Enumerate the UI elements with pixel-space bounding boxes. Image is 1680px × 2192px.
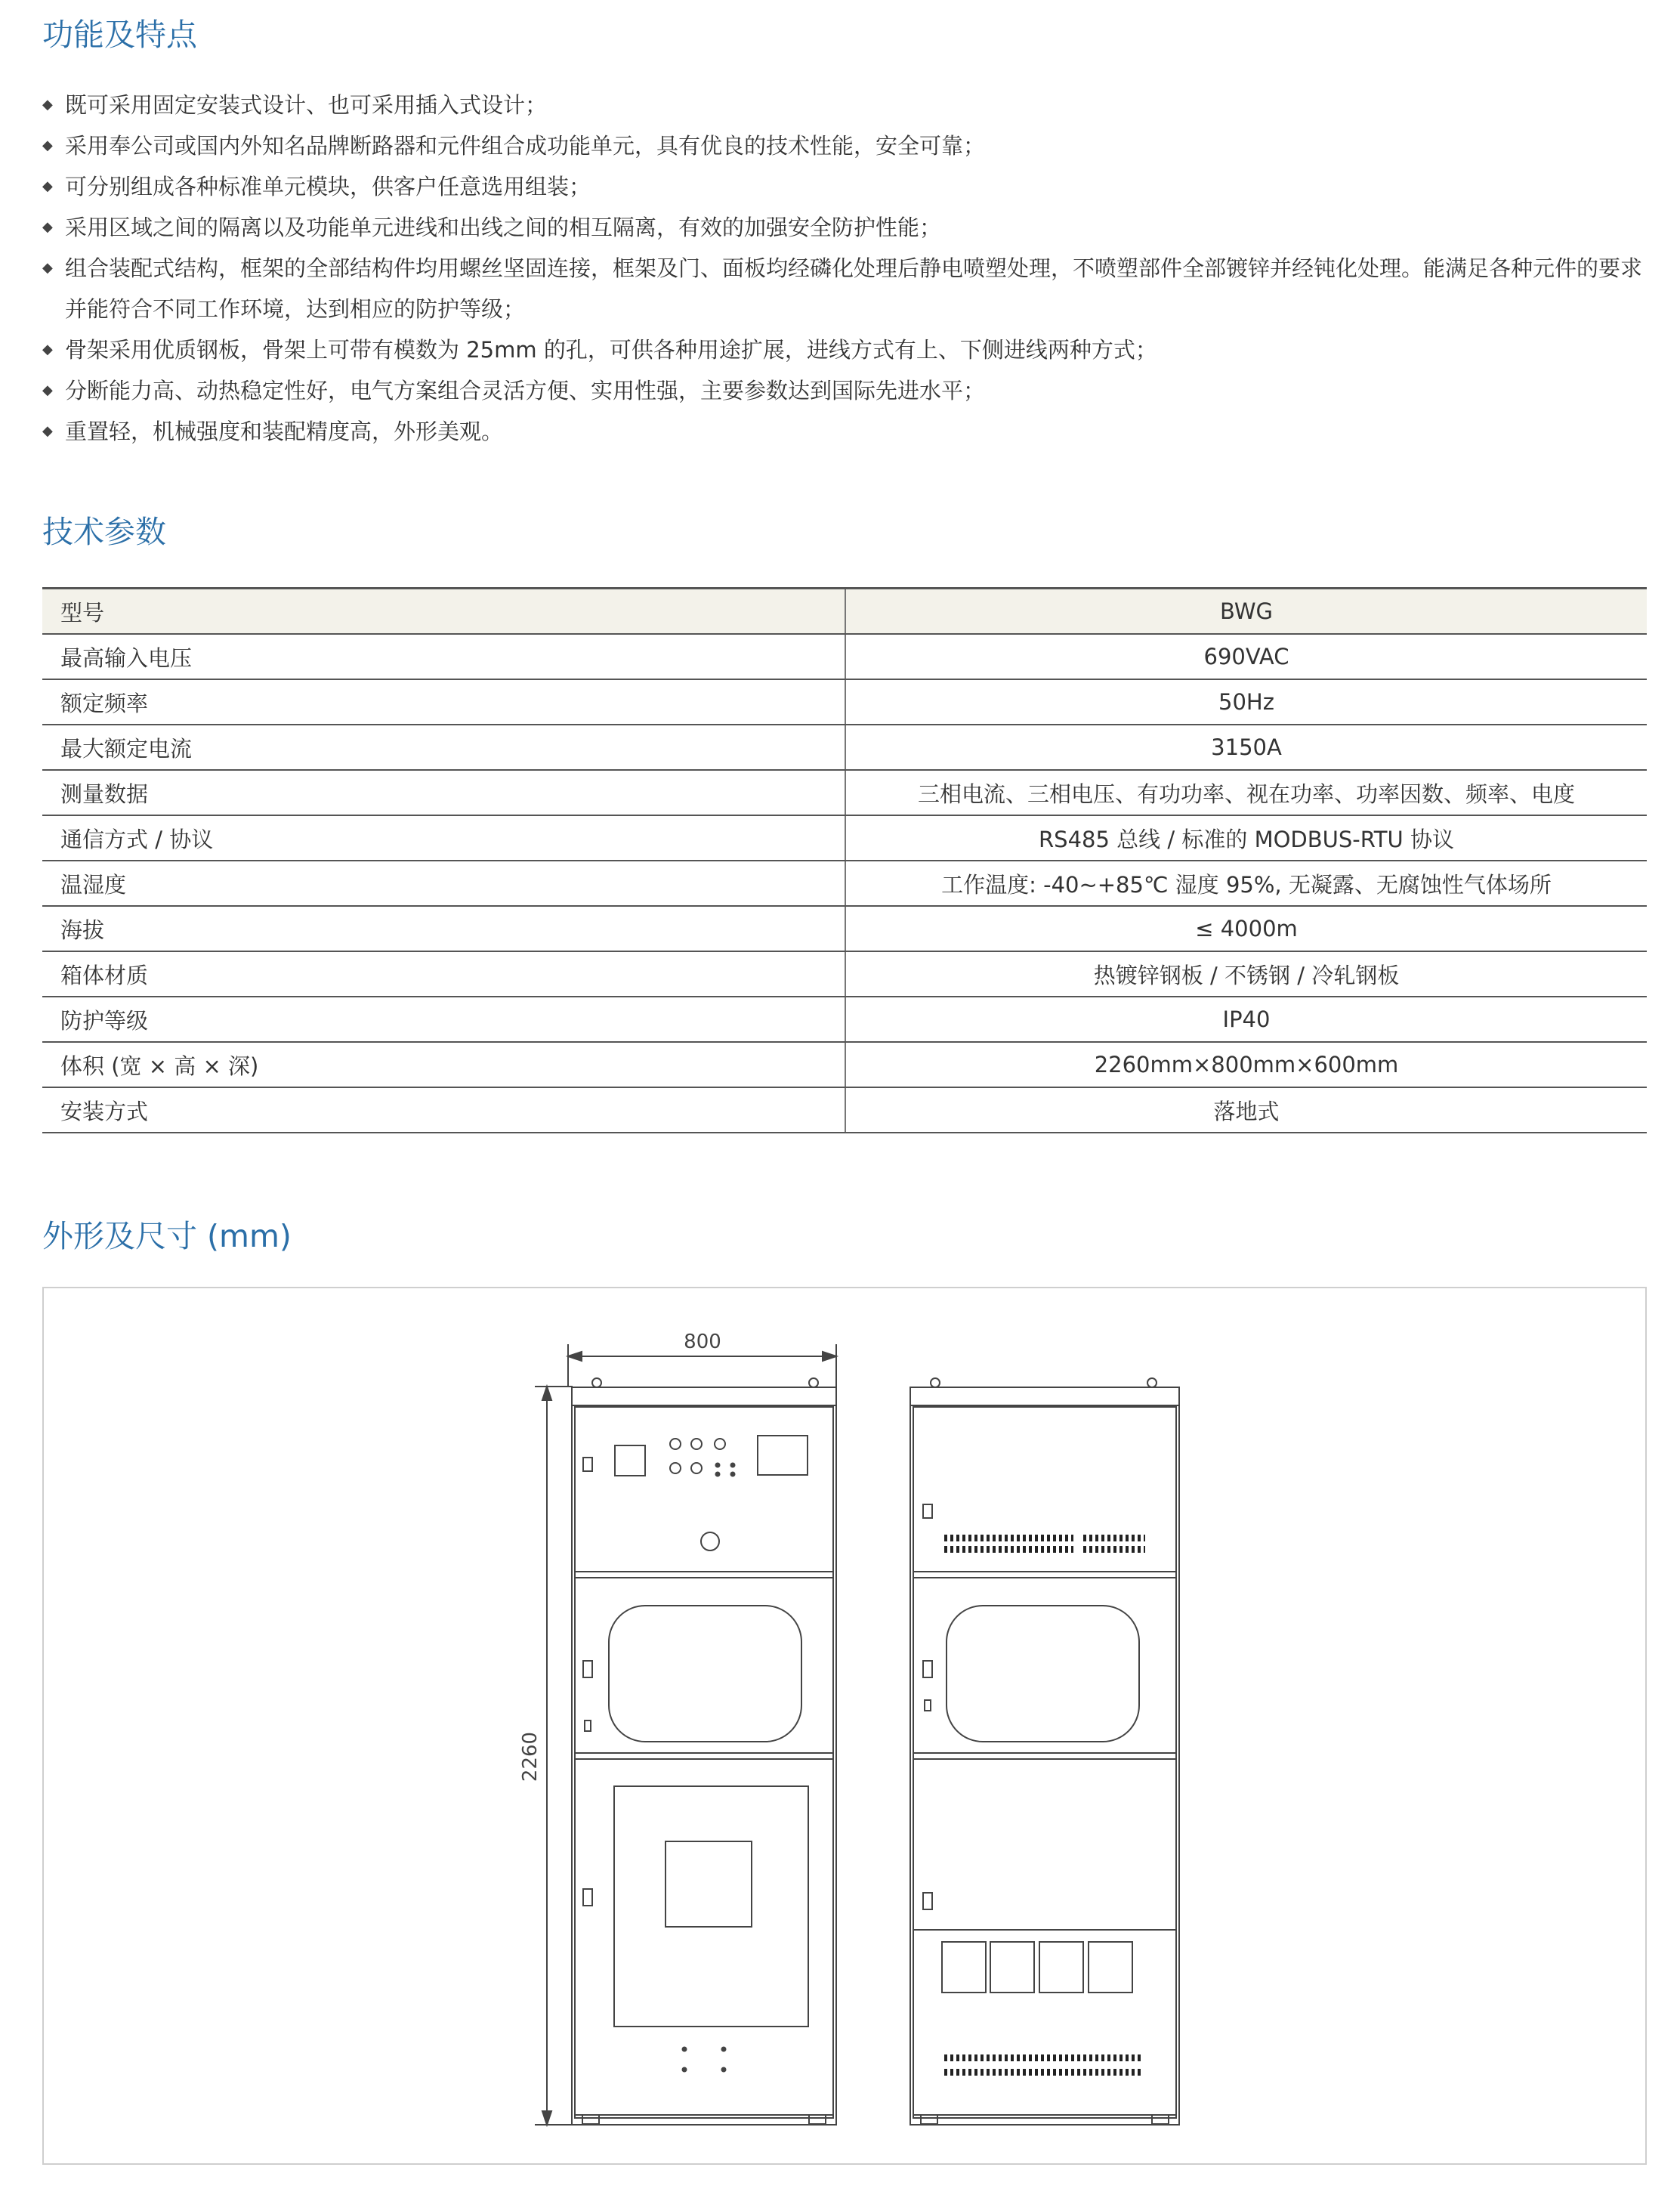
spec-key: 通信方式 / 协议 (42, 815, 845, 861)
table-row (42, 997, 1647, 1042)
spec-value: 工作温度: -40~+85℃ 湿度 95%, 无凝露、无腐蚀性气体场所 (845, 861, 1647, 906)
spec-value: 3150A (845, 725, 1647, 770)
table-row (42, 770, 1647, 815)
diamond-bullet-icon: ◆ (42, 342, 53, 357)
spec-key: 额定频率 (42, 679, 845, 725)
diamond-bullet-icon: ◆ (42, 178, 53, 194)
diamond-bullet-icon: ◆ (42, 423, 53, 439)
spec-value: 690VAC (845, 634, 1647, 679)
list-item: ◆ 分断能力高、动热稳定性好，电气方案组合灵活方便、实用性强，主要参数达到国际先进水平； (42, 370, 1651, 411)
list-item: ◆ 既可采用固定安装式设计、也可采用插入式设计； (42, 85, 1651, 125)
spec-key: 海拔 (42, 906, 845, 951)
table-row (42, 815, 1647, 861)
spec-value: ≤ 4000m (845, 906, 1647, 951)
dimensions-title: 外形及尺寸 (mm) (42, 1218, 292, 1254)
height-label: 2260 (519, 1731, 542, 1782)
table-row (42, 861, 1647, 906)
width-dimension (568, 1331, 836, 1387)
diamond-bullet-icon: ◆ (42, 97, 53, 113)
table-row (42, 679, 1647, 725)
spec-key: 最高输入电压 (42, 634, 845, 679)
specs-title: 技术参数 (42, 514, 166, 550)
list-item: ◆ 骨架采用优质钢板，骨架上可带有模数为 25mm 的孔，可供各种用途扩展，进线方式有上、下侧进线两种方式； (42, 329, 1651, 370)
front-view (572, 1378, 836, 2125)
height-dimension (519, 1387, 573, 2125)
spec-key: 温湿度 (42, 861, 845, 906)
spec-value: 2260mm×800mm×600mm (845, 1042, 1647, 1087)
spec-key: 型号 (42, 589, 845, 635)
features-list (42, 85, 1651, 452)
diamond-bullet-icon: ◆ (42, 260, 53, 276)
diamond-bullet-icon: ◆ (42, 138, 53, 153)
dimension-drawing-frame (42, 1287, 1647, 2165)
table-row (42, 906, 1647, 951)
table-row (42, 1087, 1647, 1133)
spec-key: 体积 (宽 × 高 × 深) (42, 1042, 845, 1087)
spec-value: BWG (845, 589, 1647, 635)
diamond-bullet-icon: ◆ (42, 219, 53, 235)
features-title: 功能及特点 (42, 17, 197, 53)
table-row (42, 725, 1647, 770)
spec-key: 防护等级 (42, 997, 845, 1042)
spec-key: 最大额定电流 (42, 725, 845, 770)
spec-value: 热镀锌钢板 / 不锈钢 / 冷轧钢板 (845, 951, 1647, 997)
spec-value: 50Hz (845, 679, 1647, 725)
spec-key: 测量数据 (42, 770, 845, 815)
list-item: ◆ 采用奉公司或国内外知名品牌断路器和元件组合成功能单元，具有优良的技术性能，安全可靠； (42, 125, 1651, 166)
table-row (42, 1042, 1647, 1087)
width-label: 800 (684, 1331, 721, 1353)
table-row (42, 951, 1647, 997)
list-item: ◆ 采用区域之间的隔离以及功能单元进线和出线之间的相互隔离，有效的加强安全防护性能； (42, 207, 1651, 248)
spec-value: 落地式 (845, 1087, 1647, 1133)
spec-value: 三相电流、三相电压、有功功率、视在功率、功率因数、频率、电度 (845, 770, 1647, 815)
spec-value: IP40 (845, 997, 1647, 1042)
list-item: ◆ 重置轻，机械强度和装配精度高，外形美观。 (42, 411, 1651, 452)
table-row (42, 589, 1647, 635)
spec-key: 箱体材质 (42, 951, 845, 997)
side-view (910, 1378, 1179, 2125)
spec-value: RS485 总线 / 标准的 MODBUS-RTU 协议 (845, 815, 1647, 861)
spec-key: 安装方式 (42, 1087, 845, 1133)
list-item: ◆ 可分别组成各种标准单元模块，供客户任意选用组装； (42, 166, 1651, 207)
diamond-bullet-icon: ◆ (42, 382, 53, 398)
table-row (42, 634, 1647, 679)
spec-table (42, 587, 1647, 1133)
cabinet-drawing (44, 1288, 1645, 2163)
list-item: ◆ 组合装配式结构，框架的全部结构件均用螺丝坚固连接，框架及门、面板均经磷化处理后静电喷塑处理，不喷塑部件全部镀锌并经钝化处理。能满足各种元件的要求并能符合不同工作环境，达到相应的防护等级； (42, 248, 1651, 329)
